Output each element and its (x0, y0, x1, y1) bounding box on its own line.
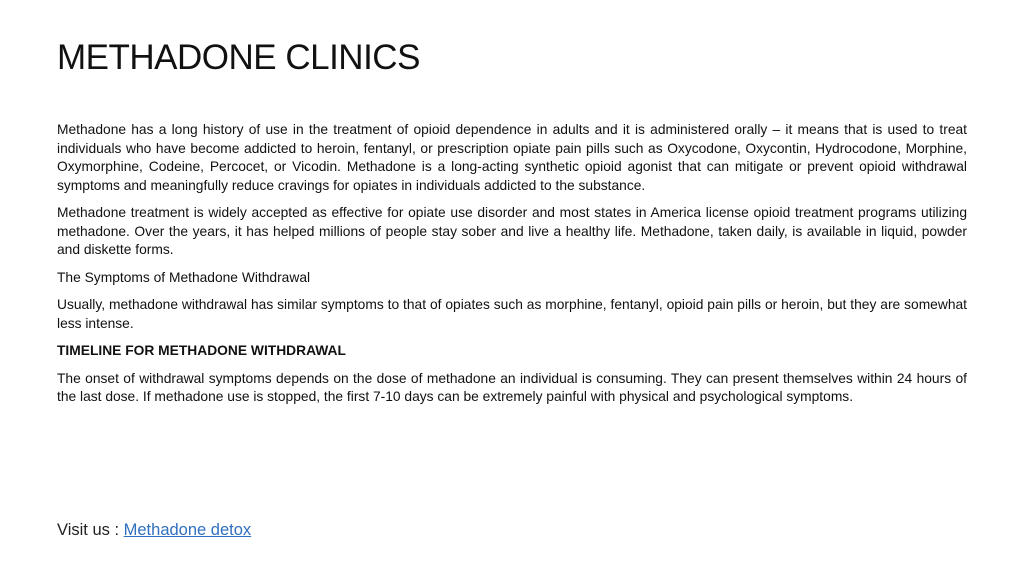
methadone-detox-link[interactable]: Methadone detox (123, 521, 252, 539)
footer (57, 519, 251, 541)
heading-timeline: TIMELINE FOR METHADONE WITHDRAWAL (57, 343, 346, 358)
slide-body (57, 121, 967, 416)
paragraph-intro: Methadone has a long history of use in the treatment of opioid dependence in adults and it is administered orally – it means that is used to treat individuals who have become addicted to heroin, fentanyl, or prescription opiate pain pills such as Oxycodone, Oxycontin, Hydrocodone, Morphine, Oxymorphine, Codeine, Percocet, or Vicodin. Methadone is a long-acting synthetic opioid agonist that can mitigate or prevent opioid withdrawal symptoms and meaningfully reduce cravings for opiates in individuals addicted to the substance. (57, 122, 967, 193)
paragraph-treatment: Methadone treatment is widely accepted as effective for opiate use disorder and most states in America license opioid treatment programs utilizing methadone. Over the years, it has helped millions of people stay sober and live a healthy life. Methadone, taken daily, is available in liquid, powder and diskette forms. (57, 205, 967, 257)
paragraph-symptoms: Usually, methadone withdrawal has similar symptoms to that of opiates such as morphine, fentanyl, opioid pain pills or heroin, but they are somewhat less intense. (57, 297, 967, 331)
page-title: METHADONE CLINICS (57, 38, 420, 77)
subheading-symptoms: The Symptoms of Methadone Withdrawal (57, 269, 311, 285)
paragraph-timeline: The onset of withdrawal symptoms depends on the dose of methadone an individual is consuming. They can present themselves within 24 hours of the last dose. If methadone use is stopped, the first 7-10 days can be extremely painful with physical and psychological symptoms. (57, 370, 967, 404)
footer-prefix: Visit us : (57, 521, 124, 539)
